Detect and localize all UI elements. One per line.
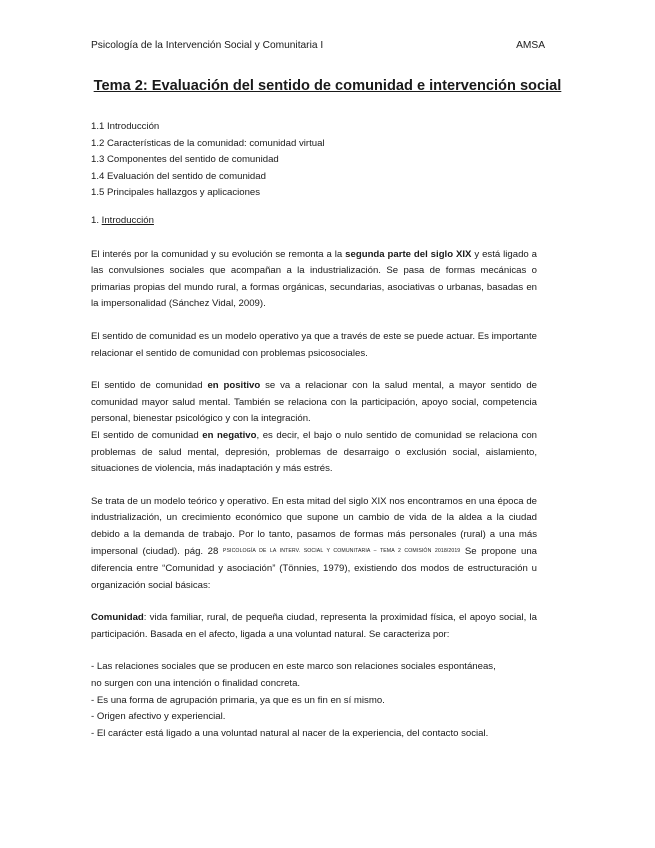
paragraph-text: se va a relacionar con la salud mental, a mayor sentido de comunidad mayor salud mental. También se relaciona con la participación, apoyo social, competencia personal, bienestar psicológico y con la integración. bbox=[91, 380, 538, 425]
list-item: - Las relaciones sociales que se producen en este marco son relaciones sociales espontáneas, bbox=[91, 661, 496, 673]
toc-item: 1.3 Componentes del sentido de comunidad bbox=[91, 154, 279, 166]
paragraph-text: y está ligado a las convulsiones sociales que acompañan a la industrialización. Se pasa de formas mecánicas o primarias propias del mundo rural, a formas orgánicas, secundarias, asociativas o urbanas, basadas en la impersonalidad (Sánchez Vidal, 2009). bbox=[91, 248, 537, 310]
page-header bbox=[91, 40, 545, 51]
toc-item: 1.4 Evaluación del sentido de comunidad bbox=[91, 170, 266, 182]
toc-item: 1.5 Principales hallazgos y aplicaciones bbox=[91, 187, 261, 199]
page-title: Tema 2: Evaluación del sentido de comunidad e intervención social bbox=[93, 78, 562, 94]
paragraph-text: El sentido de comunidad bbox=[91, 429, 203, 441]
toc-item: 1.1 Introducción bbox=[91, 121, 160, 132]
paragraph bbox=[91, 247, 537, 313]
paragraph: El sentido de comunidad es un modelo operativo ya que a través de este se puede actuar. Es importante relacionar el sentido de comunidad con problemas psicosociales. bbox=[91, 330, 537, 359]
paragraph bbox=[91, 494, 537, 595]
paragraph-text: : vida familiar, rural, de pequeña ciudad, representa la proximidad física, el apoyo social, la participación. Basada en el afecto, ligada a una voluntad natural. Se caracteriza por: bbox=[91, 612, 537, 640]
footer-note: PSICOLOGÍA DE LA INTERV. SOCIAL Y COMUNITARIA – TEMA 2 COMISIÓN 2018/2019 bbox=[222, 548, 461, 555]
table-of-contents bbox=[91, 119, 537, 202]
section-title: Introducción bbox=[101, 214, 154, 226]
paragraph bbox=[91, 428, 537, 478]
bold-text: en positivo bbox=[207, 380, 261, 392]
paragraph-text: , es decir, el bajo o nulo sentido de comunidad se relaciona con problemas de salud mental, depresión, problemas de desarraigo o exclusión social, aislamiento, situaciones de violencia, más inadaptación y más estrés. bbox=[91, 429, 537, 475]
list-item: - Es una forma de agrupación primaria, ya que es un fin en sí mismo. bbox=[91, 694, 385, 706]
header-course-title: Psicología de la Intervención Social y Comunitaria I bbox=[91, 40, 324, 51]
bold-text: en negativo bbox=[202, 429, 257, 441]
paragraph bbox=[91, 378, 537, 428]
bullet-list bbox=[91, 659, 537, 742]
paragraph-text: El sentido de comunidad bbox=[91, 380, 208, 392]
bold-text: Comunidad bbox=[91, 612, 144, 624]
paragraph-text: Se trata de un modelo teórico y operativo. En esta mitad del siglo XIX nos encontramos en una época de industrialización, un crecimiento económico que supone un cambio de vida de la aldea a la ciudad debido a la demanda de trabajo. Por lo tanto, pasamos de formas más personales (rural) a una más impersonal (ciudad). pág. 28 bbox=[91, 495, 537, 558]
list-item: - El carácter está ligado a una voluntad natural al nacer de la experiencia, del contacto social. bbox=[91, 727, 489, 739]
bold-text: segunda parte del siglo XIX bbox=[345, 248, 472, 260]
paragraph bbox=[91, 610, 537, 643]
toc-item: 1.2 Características de la comunidad: comunidad virtual bbox=[91, 137, 325, 149]
paragraph-text: El interés por la comunidad y su evolución se remonta a la bbox=[91, 248, 346, 260]
list-item: no surgen con una intención o finalidad concreta. bbox=[91, 678, 301, 690]
document-body bbox=[91, 119, 537, 742]
section-number: 1. bbox=[91, 214, 102, 226]
header-author: AMSA bbox=[516, 40, 545, 51]
paragraph-text: Se propone una diferencia entre “Comunidad y asociación” (Tönnies, 1979), existiendo dos modos de estructuración u organización social básicas: bbox=[91, 546, 537, 591]
section-heading bbox=[91, 213, 537, 230]
list-item: - Origen afectivo y experiencial. bbox=[91, 711, 226, 723]
